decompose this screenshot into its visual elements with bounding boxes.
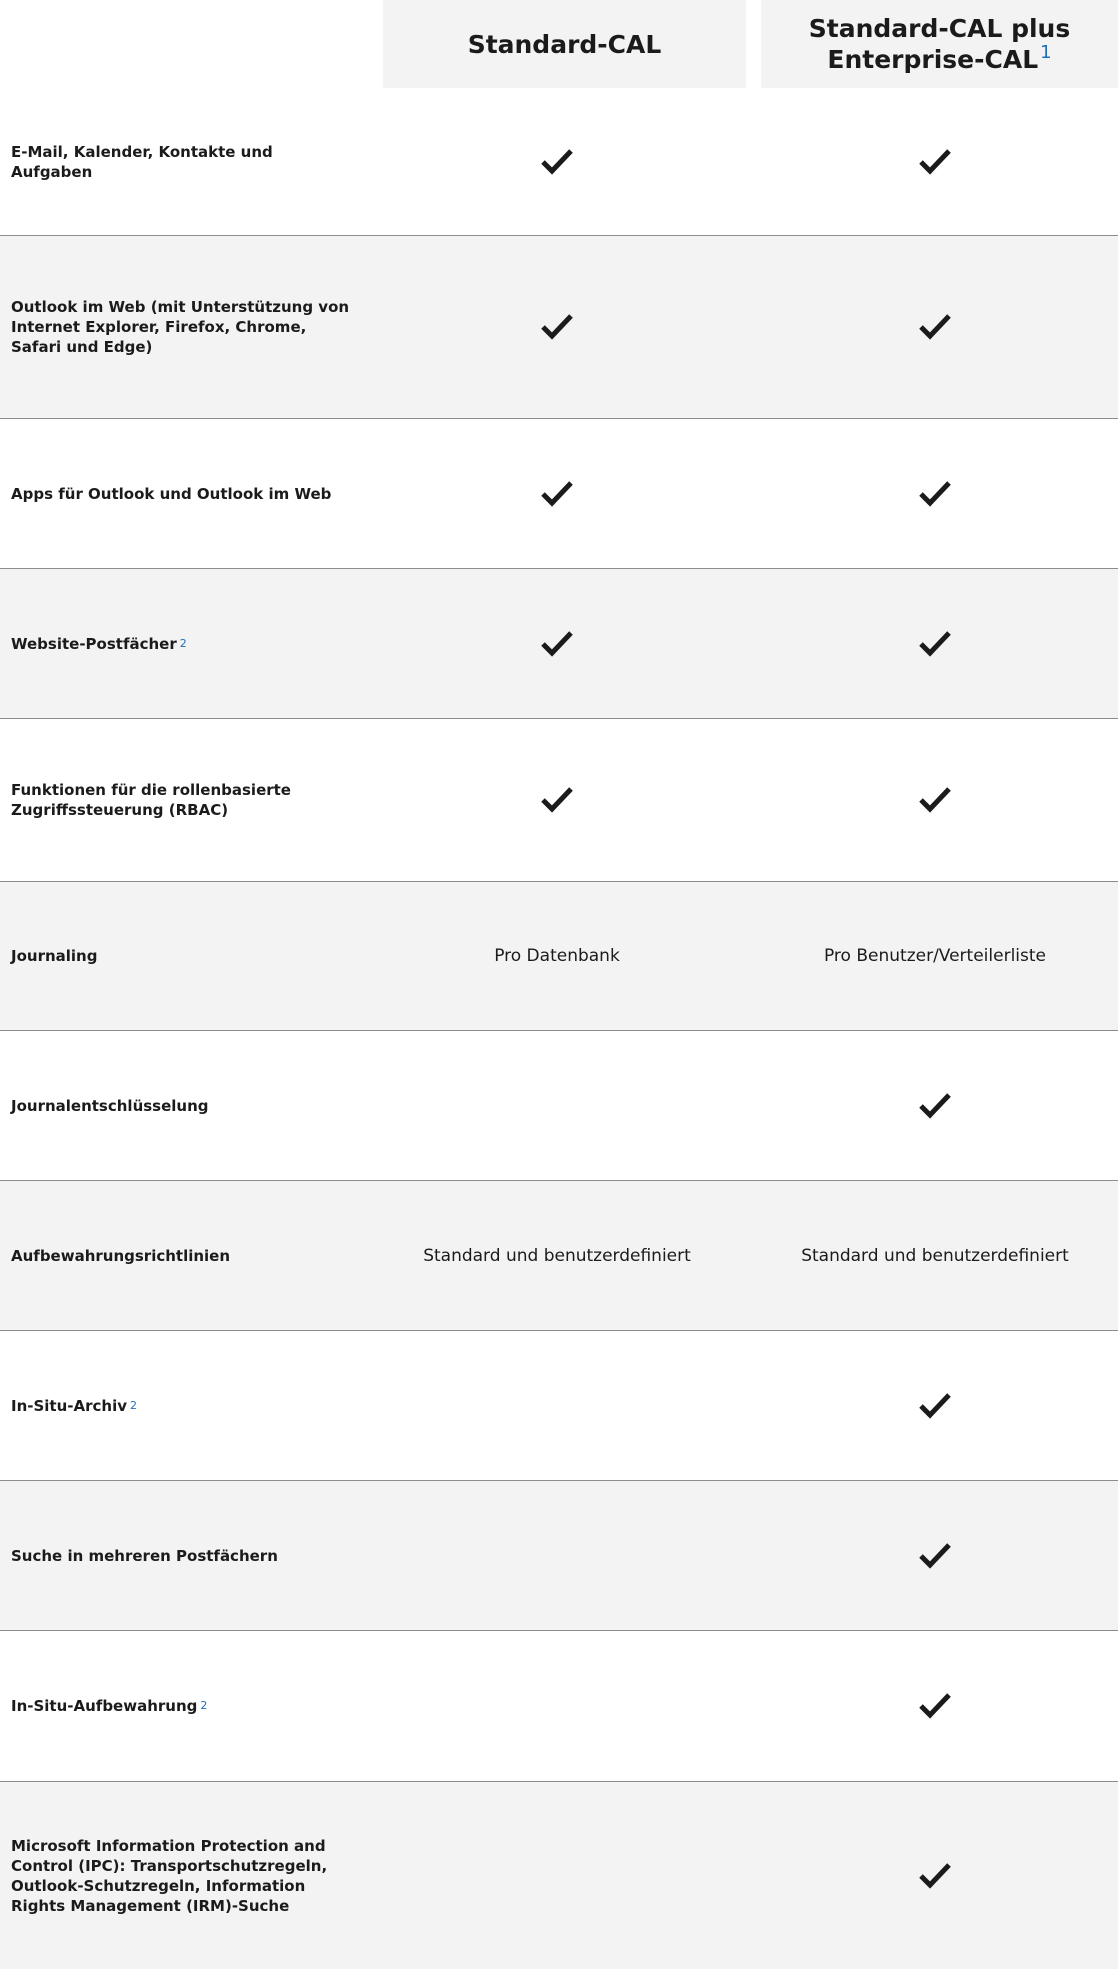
feature-label: Suche in mehreren Postfächern	[11, 1546, 278, 1565]
checkmark-icon	[541, 480, 573, 508]
enterprise-cal-cell	[745, 1481, 1118, 1630]
feature-label: Journalentschlüsselung	[11, 1096, 209, 1115]
standard-cal-cell	[367, 1631, 747, 1781]
checkmark-icon	[541, 630, 573, 658]
header-enterprise-cal-line2: Enterprise-CAL	[827, 45, 1039, 74]
checkmark-icon	[919, 148, 951, 176]
header-enterprise-cal	[761, 0, 1118, 88]
header-standard-cal-label: Standard-CAL	[467, 29, 662, 59]
feature-name: Website-Postfächer 2	[11, 634, 187, 653]
table-row	[0, 88, 1118, 236]
checkmark-icon	[541, 313, 573, 341]
enterprise-cal-cell-text: Pro Benutzer/Verteilerliste	[823, 946, 1046, 966]
checkmark-icon	[919, 313, 951, 341]
checkmark-icon	[541, 148, 573, 176]
standard-cal-cell-text: Pro Datenbank	[494, 946, 620, 966]
feature-label: In-Situ-Archiv	[11, 1396, 128, 1415]
enterprise-cal-cell	[745, 1631, 1118, 1781]
table-row	[0, 1782, 1118, 1969]
checkmark-icon	[541, 786, 573, 814]
feature-name	[11, 719, 351, 881]
feature-name: In-Situ-Archiv 2	[11, 1396, 138, 1415]
enterprise-cal-cell	[745, 569, 1118, 718]
feature-label: Journaling	[11, 947, 98, 965]
checkmark-icon	[919, 1542, 951, 1570]
footnote-1-link[interactable]: 1	[1040, 42, 1052, 63]
feature-name	[11, 882, 351, 1030]
checkmark-icon	[919, 786, 951, 814]
enterprise-cal-cell	[745, 419, 1118, 568]
enterprise-cal-cell	[745, 1031, 1118, 1180]
feature-label: Website-Postfächer	[11, 634, 177, 653]
checkmark-icon	[919, 630, 951, 658]
standard-cal-cell	[367, 1181, 747, 1330]
feature-name	[11, 1481, 351, 1630]
checkmark-icon	[919, 1862, 951, 1890]
enterprise-cal-cell-text: Standard und benutzerdefiniert	[801, 1245, 1069, 1266]
table-row	[0, 1181, 1118, 1331]
header-enterprise-cal-line1: Standard-CAL plus	[808, 14, 1071, 43]
table-row	[0, 419, 1118, 569]
standard-cal-cell	[367, 882, 747, 1030]
standard-cal-cell	[367, 1782, 747, 1969]
feature-name	[11, 419, 351, 568]
table-row	[0, 882, 1118, 1031]
feature-name	[11, 236, 351, 418]
table-row	[0, 719, 1118, 882]
table-row	[0, 1331, 1118, 1481]
checkmark-icon	[919, 1092, 951, 1120]
table-row	[0, 236, 1118, 419]
feature-label: Microsoft Information Protection and Control (IPC): Transportschutzregeln, Outlook-Schutzregeln, Information Rights Management (IRM)-Suche	[11, 1836, 328, 1915]
feature-name	[11, 1031, 351, 1180]
standard-cal-cell	[367, 419, 747, 568]
standard-cal-cell	[367, 1031, 747, 1180]
table-row	[0, 569, 1118, 719]
checkmark-icon	[919, 480, 951, 508]
standard-cal-cell	[367, 236, 747, 418]
standard-cal-cell	[367, 88, 747, 235]
feature-label: Aufbewahrungsrichtlinien	[11, 1246, 231, 1265]
standard-cal-cell	[367, 569, 747, 718]
enterprise-cal-cell	[745, 1782, 1118, 1969]
enterprise-cal-cell	[745, 882, 1118, 1030]
feature-label: In-Situ-Aufbewahrung	[11, 1697, 198, 1715]
standard-cal-cell	[367, 1331, 747, 1480]
feature-label: Outlook im Web (mit Unterstützung von Internet Explorer, Firefox, Chrome, Safari und Edge)	[11, 298, 350, 356]
feature-name	[11, 1181, 351, 1330]
checkmark-icon	[919, 1692, 951, 1720]
table-row	[0, 1631, 1118, 1782]
enterprise-cal-cell	[745, 1181, 1118, 1330]
enterprise-cal-cell	[745, 236, 1118, 418]
feature-name	[11, 88, 351, 235]
standard-cal-cell-text: Standard und benutzerdefiniert	[423, 1245, 691, 1266]
table-row	[0, 1031, 1118, 1181]
feature-label: E-Mail, Kalender, Kontakte und Aufgaben	[11, 142, 273, 181]
enterprise-cal-cell	[745, 1331, 1118, 1480]
table-row	[0, 1481, 1118, 1631]
enterprise-cal-cell	[745, 88, 1118, 235]
enterprise-cal-cell	[745, 719, 1118, 881]
checkmark-icon	[919, 1392, 951, 1420]
standard-cal-cell	[367, 1481, 747, 1630]
feature-label: Funktionen für die rollenbasierte Zugriffssteuerung (RBAC)	[11, 781, 291, 819]
standard-cal-cell	[367, 719, 747, 881]
feature-label: Apps für Outlook und Outlook im Web	[11, 484, 332, 503]
feature-name: In-Situ-Aufbewahrung 2	[11, 1697, 208, 1715]
header-standard-cal	[383, 0, 746, 88]
feature-name	[11, 1782, 351, 1969]
